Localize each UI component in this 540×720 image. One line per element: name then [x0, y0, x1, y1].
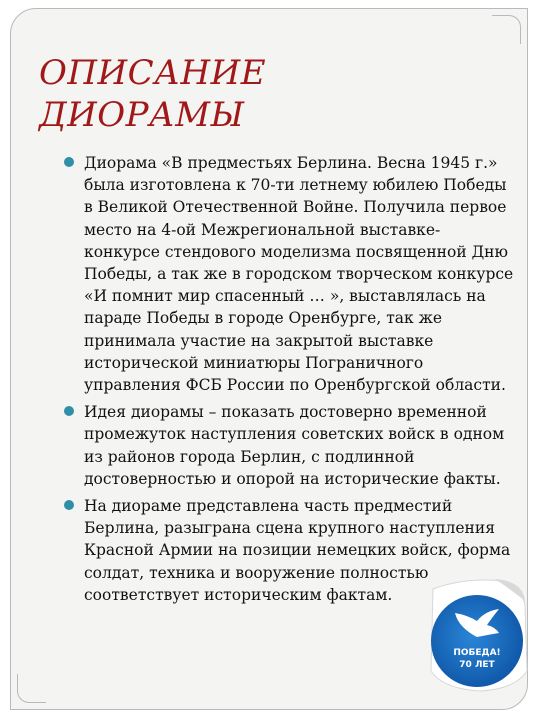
bullet-line: соответствует историческим фактам.: [84, 585, 393, 604]
slide-title-line-1: ОПИСАНИЕ: [39, 53, 267, 93]
bullet-line: Идея диорамы – показать достоверно временной: [84, 403, 487, 422]
bullet-line: промежуток наступления советских войск в одном: [84, 425, 505, 444]
bullet-line: Берлина, разыграна сцена крупного наступления: [84, 519, 495, 538]
emblem-line-1: ПОБЕДА!: [453, 648, 501, 658]
bullet-line: Победы, а так же в городском творческом конкурсе: [84, 265, 514, 284]
bullet-dot-icon: [64, 406, 74, 416]
bullet-line: «И помнит мир спасенный … », выставлялась на: [84, 287, 486, 306]
bullet-line: На диораме представлена часть предместий: [84, 497, 453, 516]
bullet-line: принимала участие на закрытой выставке: [84, 331, 434, 350]
bullet-line: конкурсе стендового моделизма посвященной Дню: [84, 242, 509, 261]
bullet-line: достоверностью и опорой на исторические факты.: [84, 469, 501, 488]
bullet-line: параде Победы в городе Оренбурге, так же: [84, 309, 443, 328]
description-bullet-list: [64, 152, 524, 611]
slide-title-line-2: ДИОРАМЫ: [39, 95, 245, 135]
bullet-line: солдат, техника и вооружение полностью: [84, 563, 429, 582]
emblem-line-2: 70 ЛЕТ: [459, 660, 495, 670]
victory-70-dove-icon: [425, 575, 530, 693]
bullet-line: Красной Армии на позиции немецких войск, форма: [84, 541, 511, 560]
bullet-line: Диорама «В предместьях Берлина. Весна 1945 г.»: [84, 154, 498, 172]
slide-title: [39, 52, 266, 136]
bullet-line: из районов города Берлин, с подлинной: [84, 447, 415, 466]
frame-corner-bottom-left: [17, 674, 46, 703]
bullet-line: в Великой Отечественной Войне. Получила первое: [84, 198, 507, 217]
bullet-line: управления ФСБ России по Оренбургской области.: [84, 376, 506, 395]
bullet-line: исторической миниатюры Пограничного: [84, 353, 424, 372]
bullet-line: место на 4-ой Межрегиональной выставке-: [84, 220, 441, 239]
bullet-dot-icon: [64, 157, 74, 167]
bullet-item-award-history: [64, 152, 524, 396]
frame-corner-top-right: [492, 15, 521, 44]
bullet-item-diorama-idea: [64, 401, 524, 490]
bullet-line: была изготовлена к 70-ти летнему юбилею Победы: [84, 176, 507, 195]
bullet-dot-icon: [64, 500, 74, 510]
